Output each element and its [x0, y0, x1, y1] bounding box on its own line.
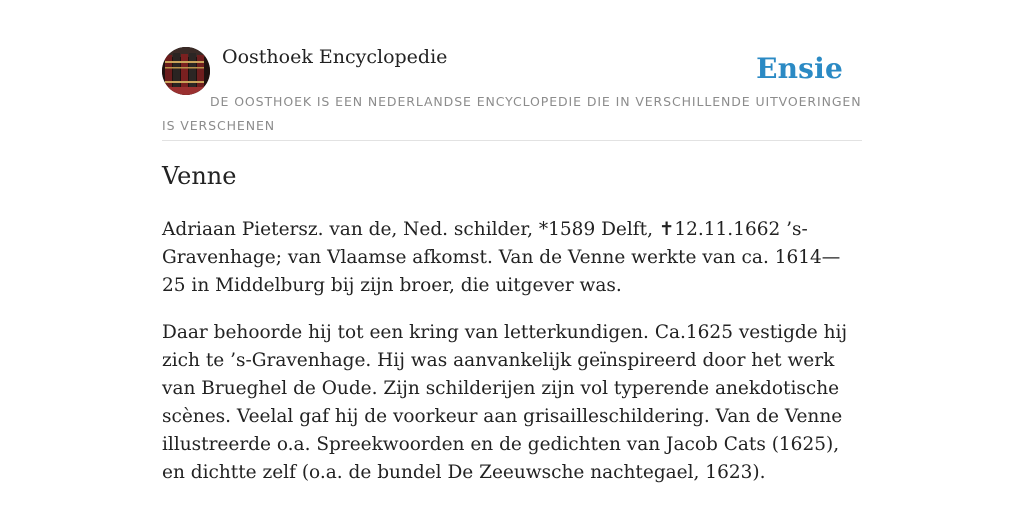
- article-title: Venne: [162, 162, 237, 190]
- site-title[interactable]: Oosthoek Encyclopedie: [222, 46, 448, 68]
- site-tagline: DE OOSTHOEK IS EEN NEDERLANDSE ENCYCLOPEDIE DIE IN VERSCHILLENDE UITVOERINGEN IS VERSCHENEN: [162, 94, 862, 133]
- page: [162, 0, 862, 483]
- article-paragraph: Daar behoorde hij tot een kring van letterkundigen. Ca.1625 vestigde hij zich te ’s-Gravenhage. Hij was aanvankelijk geïnspireerd door het werk van Brueghel de Oude. Zijn schilderijen zijn vol typerende anekdotische scènes. Veelal gaf hij de voorkeur aan grisailleschildering. Van de Venne illustreerde o.a. Spreekwoorden en de gedichten van Jacob Cats (1625), en dichtte zelf (o.a. de bundel De Zeeuwsche nachtegael, 1623).: [162, 322, 848, 483]
- site-header: [162, 0, 862, 141]
- book-spines-icon[interactable]: [162, 47, 210, 95]
- brand-logo[interactable]: Ensie: [756, 52, 843, 85]
- article-paragraph: Adriaan Pietersz. van de, Ned. schilder, *1589 Delft, ✝12.11.1662 ’s-Gravenhage; van Vlaamse afkomst. Van de Venne werkte van ca. 1614—25 in Middelburg bij zijn broer, die uitgever was.: [162, 219, 841, 296]
